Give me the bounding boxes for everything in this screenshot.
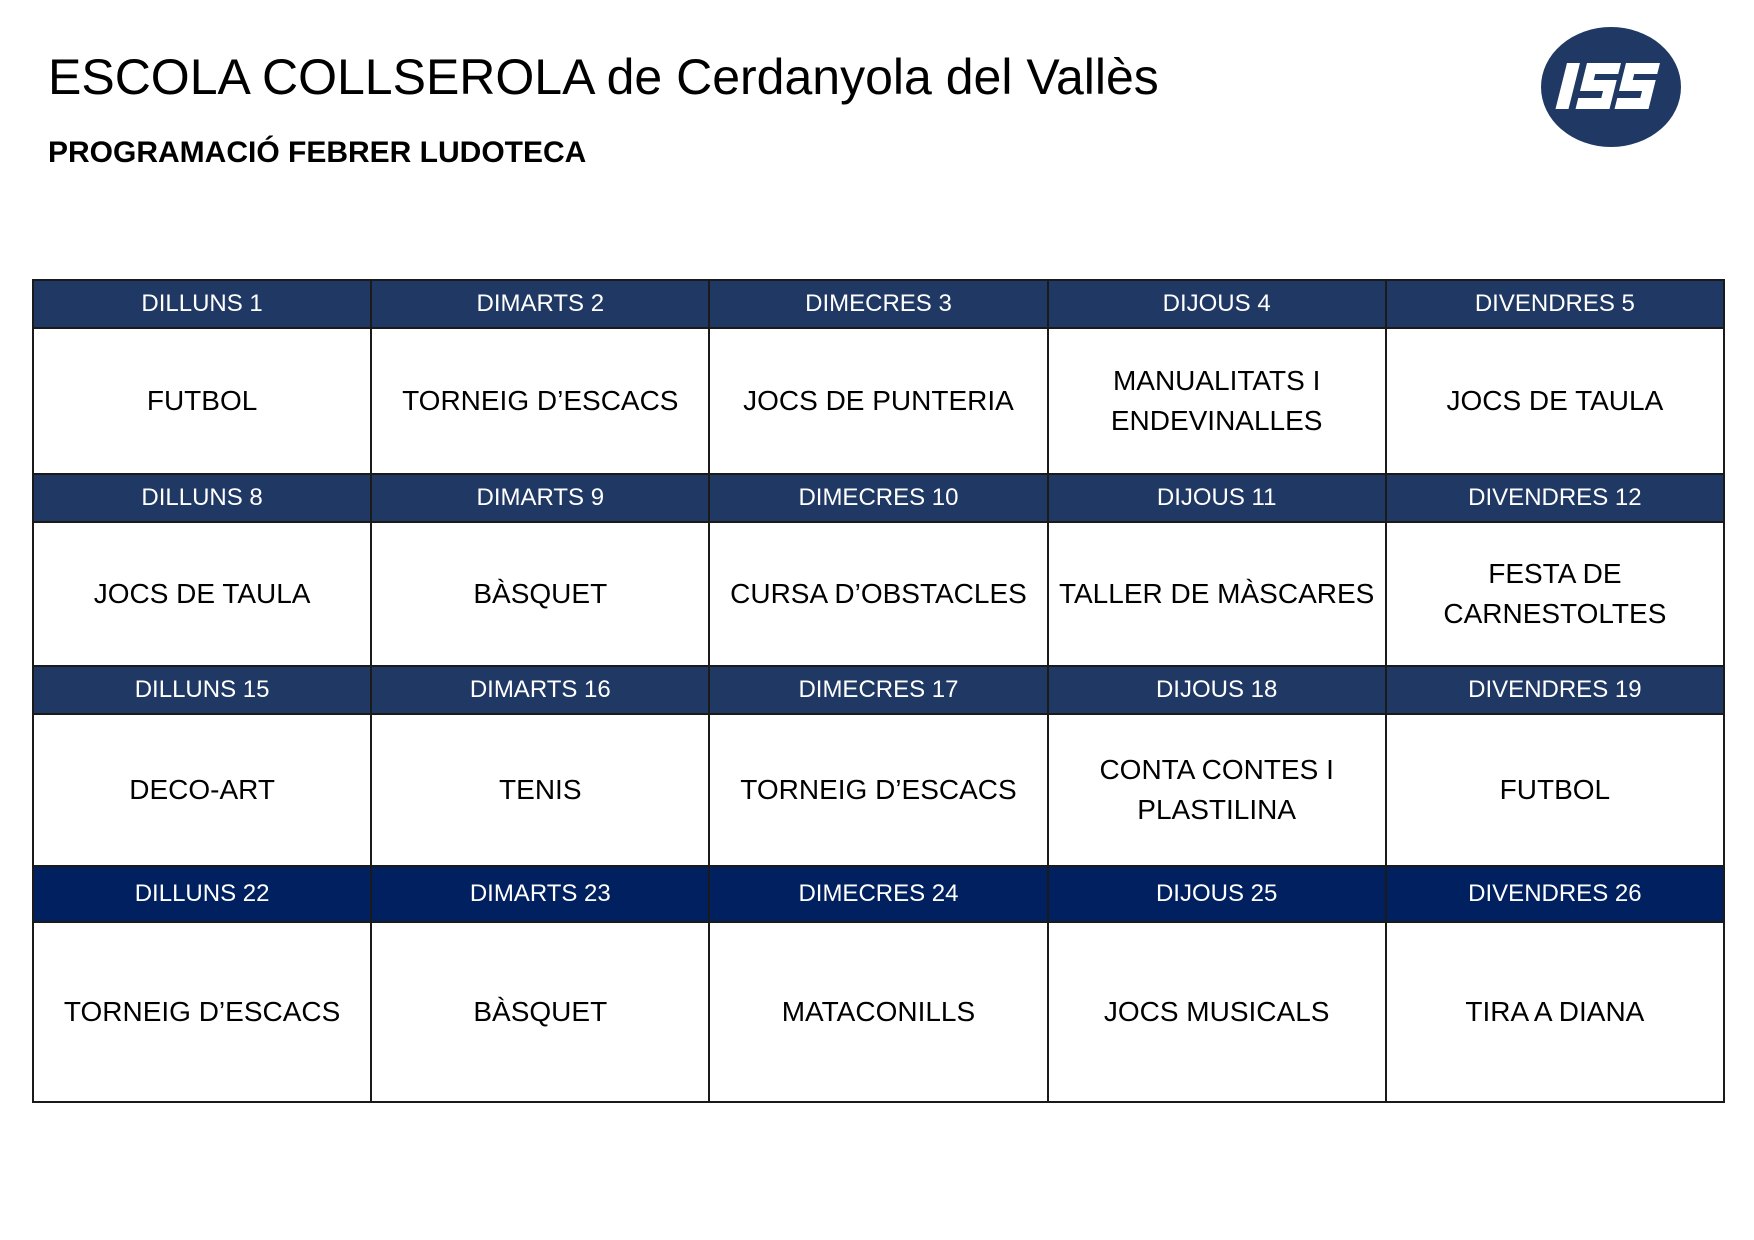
activity-line: TALLER DE MÀSCARES <box>1058 578 1375 609</box>
activity-line: CURSA D’OBSTACLES <box>730 578 1027 609</box>
activity-cell <box>33 522 371 666</box>
activity-line: TORNEIG D’ESCACS <box>63 996 341 1027</box>
activity-cell <box>33 714 371 866</box>
activity-cell <box>33 922 371 1102</box>
day-header-cell: DIVENDRES 12 <box>1386 474 1724 522</box>
activity-line: JOCS DE TAULA <box>1446 385 1664 416</box>
activity-cell <box>1048 522 1386 666</box>
activity-cell <box>709 922 1047 1102</box>
activity-cell <box>371 714 709 866</box>
activity-row <box>33 922 1724 1102</box>
activity-line: JOCS DE PUNTERIA <box>743 385 1014 416</box>
activity-cell <box>33 328 371 474</box>
activity-line: BÀSQUET <box>473 578 608 609</box>
activity-line: MATACONILLS <box>781 996 976 1027</box>
day-header-cell: DIJOUS 11 <box>1048 474 1386 522</box>
day-header-cell: DILLUNS 22 <box>33 866 371 922</box>
iss-logo <box>1540 26 1682 148</box>
activity-cell <box>1386 922 1724 1102</box>
activity-line: FUTBOL <box>1499 774 1611 805</box>
day-header-cell: DIJOUS 4 <box>1048 280 1386 328</box>
activity-cell <box>709 714 1047 866</box>
activity-line: TORNEIG D’ESCACS <box>402 385 679 416</box>
activity-line: CONTA CONTES I <box>1099 754 1334 785</box>
day-header-cell: DIVENDRES 26 <box>1386 866 1724 922</box>
activity-cell <box>1048 922 1386 1102</box>
activity-cell <box>371 328 709 474</box>
activity-line: PLASTILINA <box>1137 794 1297 825</box>
activity-cell <box>709 522 1047 666</box>
day-header-cell: DIMECRES 24 <box>709 866 1047 922</box>
activity-line: TENIS <box>499 774 582 805</box>
activity-line: BÀSQUET <box>473 996 608 1027</box>
day-header-cell: DILLUNS 1 <box>33 280 371 328</box>
page-subtitle: PROGRAMACIÓ FEBRER LUDOTECA <box>48 136 587 169</box>
day-header-cell: DILLUNS 8 <box>33 474 371 522</box>
day-header-cell: DIMARTS 23 <box>371 866 709 922</box>
activity-cell <box>371 522 709 666</box>
day-header-cell: DIMECRES 3 <box>709 280 1047 328</box>
schedule-body <box>33 280 1724 1102</box>
activity-row <box>33 328 1724 474</box>
day-header-cell: DIJOUS 25 <box>1048 866 1386 922</box>
page-title: ESCOLA COLLSEROLA de Cerdanyola del Vallès <box>48 49 1159 105</box>
activity-row <box>33 714 1724 866</box>
day-header-row <box>33 666 1724 714</box>
activity-line: ENDEVINALLES <box>1110 405 1323 436</box>
day-header-cell: DILLUNS 15 <box>33 666 371 714</box>
activity-line: FUTBOL <box>146 385 258 416</box>
activity-line: TIRA A DIANA <box>1465 996 1645 1027</box>
day-header-cell: DIMARTS 16 <box>371 666 709 714</box>
activity-line: MANUALITATS I <box>1112 365 1321 396</box>
day-header-cell: DIVENDRES 19 <box>1386 666 1724 714</box>
activity-row <box>33 522 1724 666</box>
activity-line: JOCS DE TAULA <box>93 578 311 609</box>
activity-line: FESTA DE <box>1488 558 1622 589</box>
activity-line: DECO-ART <box>129 774 275 805</box>
day-header-row <box>33 280 1724 328</box>
day-header-cell: DIMECRES 10 <box>709 474 1047 522</box>
schedule-table <box>32 279 1725 1103</box>
activity-line: CARNESTOLTES <box>1443 598 1667 629</box>
activity-cell <box>1048 328 1386 474</box>
day-header-cell: DIMECRES 17 <box>709 666 1047 714</box>
activity-cell <box>1386 328 1724 474</box>
activity-cell <box>1386 714 1724 866</box>
day-header-row <box>33 866 1724 922</box>
activity-cell <box>371 922 709 1102</box>
day-header-cell: DIVENDRES 5 <box>1386 280 1724 328</box>
activity-cell <box>1048 714 1386 866</box>
activity-cell <box>709 328 1047 474</box>
activity-line: TORNEIG D’ESCACS <box>740 774 1017 805</box>
activity-line: JOCS MUSICALS <box>1103 996 1330 1027</box>
day-header-cell: DIMARTS 9 <box>371 474 709 522</box>
day-header-row <box>33 474 1724 522</box>
day-header-cell: DIJOUS 18 <box>1048 666 1386 714</box>
activity-cell <box>1386 522 1724 666</box>
day-header-cell: DIMARTS 2 <box>371 280 709 328</box>
